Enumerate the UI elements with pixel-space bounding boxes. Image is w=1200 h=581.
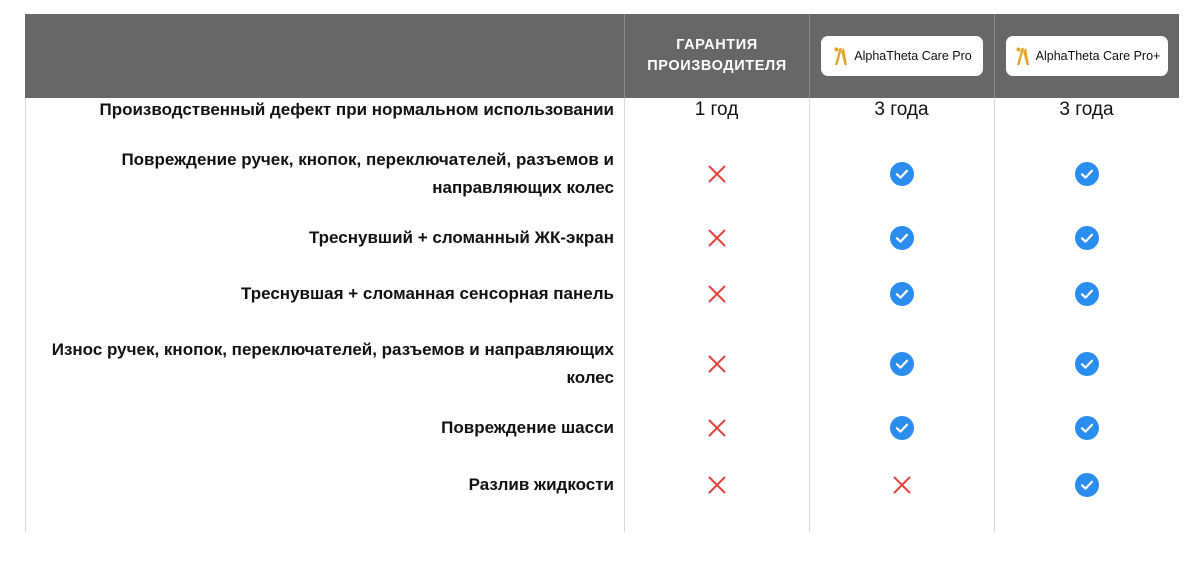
manufacturer-cell <box>624 146 809 202</box>
care-pro-cell <box>809 96 994 124</box>
alphatheta-logo-icon <box>1014 45 1032 67</box>
table-row <box>25 336 1179 392</box>
header-empty-cell <box>25 14 624 98</box>
coverage-term: 1 год <box>694 99 739 120</box>
cross-icon <box>708 355 726 373</box>
manufacturer-cell <box>624 414 809 442</box>
cross-icon <box>708 165 726 183</box>
care-pro-plus-cell <box>994 280 1179 308</box>
manufacturer-warranty-label: ГАРАНТИЯ ПРОИЗВОДИТЕЛЯ <box>647 37 787 74</box>
cross-icon <box>708 285 726 303</box>
cross-icon <box>708 476 726 494</box>
care-pro-plus-cell <box>994 471 1179 499</box>
care-pro-plus-cell <box>994 224 1179 252</box>
care-pro-plus-cell <box>994 146 1179 202</box>
cross-icon <box>708 419 726 437</box>
care-pro-cell <box>809 471 994 499</box>
check-icon <box>1075 416 1099 440</box>
care-pro-plus-cell <box>994 336 1179 392</box>
table-row <box>25 224 1179 252</box>
manufacturer-cell <box>624 471 809 499</box>
check-icon <box>890 352 914 376</box>
table-row <box>25 280 1179 308</box>
coverage-term: 3 года <box>874 99 929 120</box>
check-icon <box>890 282 914 306</box>
header-manufacturer-warranty <box>624 14 809 98</box>
row-label: Производственный дефект при нормальном использовании <box>99 100 614 119</box>
check-icon <box>1075 473 1099 497</box>
manufacturer-cell <box>624 280 809 308</box>
row-label: Разлив жидкости <box>468 475 614 494</box>
care-pro-cell <box>809 224 994 252</box>
alphatheta-logo-icon <box>832 45 850 67</box>
care-pro-cell <box>809 414 994 442</box>
table-row <box>25 414 1179 442</box>
check-icon <box>1075 282 1099 306</box>
care-pro-plus-cell <box>994 414 1179 442</box>
care-pro-plus-label: AlphaTheta Care Pro+ <box>1035 49 1161 63</box>
header-care-pro-plus <box>994 14 1179 98</box>
care-pro-badge <box>821 36 983 76</box>
manufacturer-cell <box>624 224 809 252</box>
check-icon <box>1075 226 1099 250</box>
cross-icon <box>893 476 911 494</box>
coverage-comparison-table <box>25 14 1179 532</box>
table-row <box>25 96 1179 124</box>
row-label: Повреждение ручек, кнопок, переключателей, разъемов и направляющих колес <box>121 150 614 197</box>
check-icon <box>890 416 914 440</box>
row-label: Треснувший + сломанный ЖК-экран <box>308 228 614 247</box>
row-label: Износ ручек, кнопок, переключателей, разъемов и направляющих колес <box>51 340 614 387</box>
care-pro-cell <box>809 146 994 202</box>
row-label: Треснувшая + сломанная сенсорная панель <box>241 284 614 303</box>
check-icon <box>890 226 914 250</box>
table-header <box>25 14 1179 98</box>
check-icon <box>1075 352 1099 376</box>
care-pro-plus-cell <box>994 96 1179 124</box>
care-pro-plus-badge <box>1006 36 1168 76</box>
row-label: Повреждение шасси <box>441 418 614 437</box>
header-care-pro <box>809 14 994 98</box>
table-row <box>25 471 1179 499</box>
manufacturer-cell <box>624 96 809 124</box>
care-pro-cell <box>809 336 994 392</box>
coverage-term: 3 года <box>1059 99 1114 120</box>
care-pro-cell <box>809 280 994 308</box>
check-icon <box>890 162 914 186</box>
cross-icon <box>708 229 726 247</box>
check-icon <box>1075 162 1099 186</box>
manufacturer-cell <box>624 336 809 392</box>
table-row <box>25 146 1179 202</box>
care-pro-label: AlphaTheta Care Pro <box>854 49 972 63</box>
